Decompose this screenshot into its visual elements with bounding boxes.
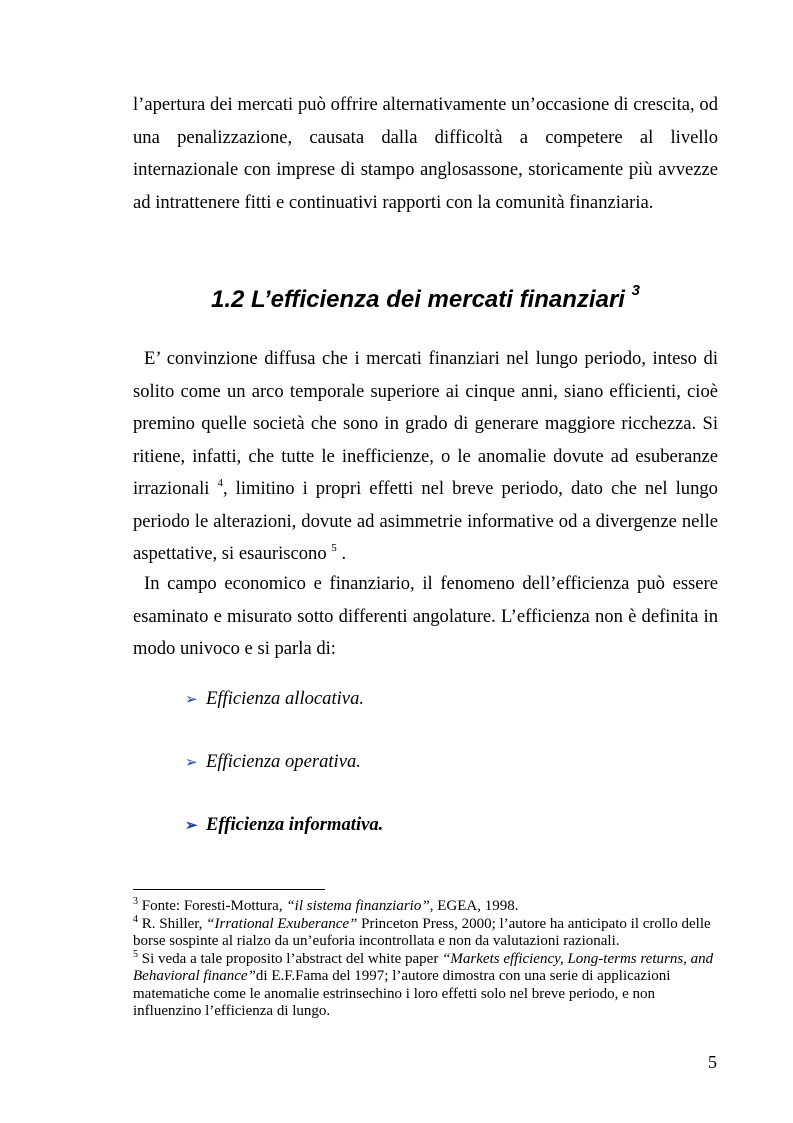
list-item: [185, 810, 383, 873]
body-paragraph-intro: l’apertura dei mercati può offrire alternativamente un’occasione di crescita, od una penalizzazione, causata dalla difficoltà a competere al livello internazionale con imprese di stampo anglosassone, storicamente più avvezze ad intrattenere fitti e continuativi rapporti con la comunità finanziaria.: [133, 94, 718, 213]
footnote-ref-4: 4: [217, 476, 223, 489]
footnote-number: 5: [133, 948, 138, 960]
footnote-4: [133, 913, 718, 951]
footnote-divider: [133, 889, 325, 890]
list-item-label: Efficienza allocativa.: [206, 688, 365, 709]
footnote-ref-5: 5: [331, 541, 337, 554]
footnote-text: Fonte: Foresti-Mottura: [141, 898, 279, 914]
arrow-bullet-icon: ➢: [185, 692, 198, 708]
footnote-title: “Markets efficiency, Long-terms returns, and Behavioral finance”: [133, 950, 714, 984]
efficiency-types-list: [185, 684, 383, 873]
footnote-3: [133, 898, 718, 916]
section-heading: [133, 282, 718, 318]
list-item: [185, 684, 383, 747]
list-item-label: Efficienza operativa.: [206, 751, 361, 772]
footnote-text: di E.F.Fama del 1997; l’autore dimostra con una serie di applicazioni matematiche come le anomalie estrinsechino i loro effetti solo nel breve periodo, e non influenzino l’efficienza di lungo.: [133, 968, 671, 1019]
footnote-text: Princeton Press, 2000; l’autore ha anticipato il crollo delle borse sospinte al rialzo da un’euforia incontrollata e non da valutazioni razionali.: [133, 915, 711, 949]
footnote-title: “Irrational Exuberance”: [206, 915, 358, 932]
list-item: [185, 747, 383, 810]
page-number: 5: [708, 1052, 717, 1072]
footnote-text: R. Shiller,: [141, 915, 207, 932]
paragraph-text: .: [336, 543, 347, 564]
arrow-bullet-icon: ➢: [185, 818, 198, 834]
paragraph-text: E’ convinzione diffusa che i mercati finanziari nel lungo periodo, inteso di solito come un arco temporale superiore ai cinque anni, siano efficienti, cioè premino quelle società che sono in grado di generare maggiore ricchezza. Si ritiene, infatti, che tutte le inefficienze, o le anomalie dovute ad esuberanze irrazionali: [133, 348, 718, 499]
body-paragraph-measurement: In campo economico e finanziario, il fenomeno dell’efficienza può essere esaminato e misurato sotto differenti angolature. L’efficienza non è definita in modo univoco e si parla di:: [133, 573, 718, 659]
section-heading-text: 1.2 L’efficienza dei mercati finanziari: [211, 286, 625, 313]
footnote-number: 4: [133, 913, 138, 925]
footnote-text: Si veda a tale proposito l’abstract del white paper: [138, 950, 443, 967]
footnote-text: , EGEA, 1998.: [429, 898, 519, 914]
footnote-number: 3: [133, 896, 138, 907]
list-item-label: Efficienza informativa.: [206, 814, 384, 835]
footnotes: [133, 898, 718, 1021]
footnote-title: , “il sistema finanziario”: [278, 898, 430, 914]
footnote-5: [133, 948, 718, 1021]
paragraph-text: , limitino i propri effetti nel breve periodo, dato che nel lungo periodo le alterazioni, dovute ad asimmetrie informative od a divergenze nelle aspettative, si esauriscono: [133, 478, 718, 564]
footnote-ref-3: 3: [631, 282, 640, 299]
body-paragraph-efficiency: [133, 343, 718, 571]
arrow-bullet-icon: ➢: [185, 755, 198, 771]
